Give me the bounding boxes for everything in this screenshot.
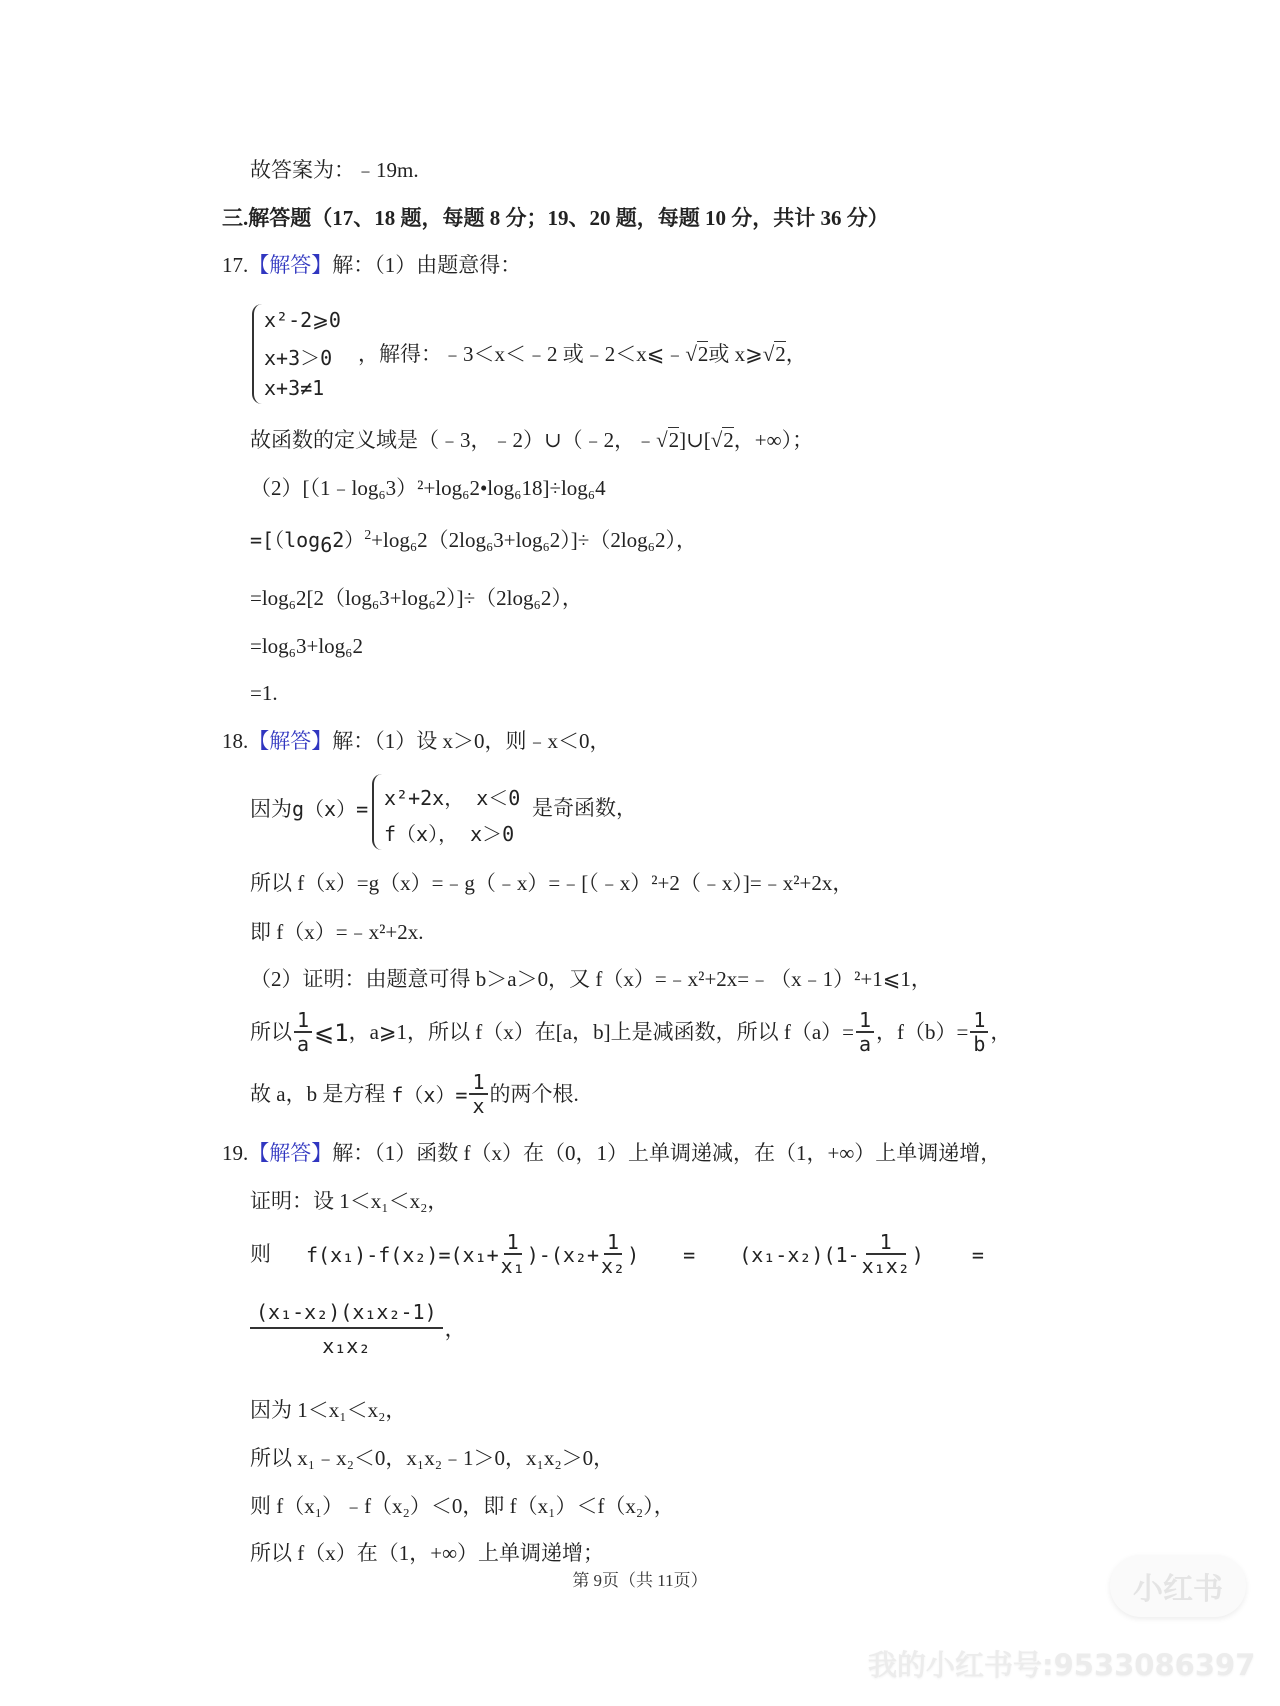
answer-tag: 【解答】 <box>248 253 333 277</box>
fraction-1-over-x1x2: $\frac{1}{\text{x₁x₂}}$ <box>861 1230 910 1278</box>
fraction-1-over-a: $\frac{1}{a}$ <box>856 1010 874 1055</box>
q17-part2-expression: （2）[（1﹣log₆3）²+log₆2•log₆18]÷log₆4 <box>250 476 606 500</box>
q18-odd-function: 是奇函数， <box>532 796 637 820</box>
fraction-1-over-x1: $\frac{1}{\text{x₁}}$ <box>500 1230 525 1278</box>
answer-tag: 【解答】 <box>248 1141 333 1165</box>
fraction-1-over-a: $\frac{1}{a}$ <box>294 1010 312 1055</box>
q17-step-4: =1. <box>250 681 278 705</box>
fraction-combined: $\frac{\text{(x₁-x₂)(x₁x₂-1)}}{\text{x₁x₂}}$ <box>250 1302 443 1357</box>
q18-header: 18.【解答】解：（1）设 x＞0，则﹣x＜0， <box>222 729 611 753</box>
q19-because: 因为 1＜x₁＜x₂， <box>250 1398 407 1422</box>
q17-solution: ，解得：﹣3＜x＜﹣2 或﹣2＜x⩽﹣√2或 x⩾√2， <box>358 342 807 366</box>
q17-condition-3: x+3≠1 <box>264 376 325 400</box>
q18-piece-1: x²+2x， x＜0 <box>384 786 521 810</box>
q17-condition-1: x²-2⩾0 <box>264 308 341 332</box>
q19-difference-expression: 则 f(x₁)-f(x₂)=(x₁+ $\frac{1}{\text{x₁}}$ )-(x₂+ $\frac{1}{\text{x₂}}$ ) = (x₁-x₂)(1- $\frac{1}{\text{x₁x₂}}$ ) = <box>250 1230 984 1278</box>
left-brace-icon <box>252 304 264 404</box>
q19-header: 19.【解答】解：（1）函数 f（x）在（0，1）上单调递减，在（1，+∞）上单调递增， <box>222 1141 1002 1165</box>
q17-step-2: =log₆2[2（log₆3+log₆2）]÷（2log₆2）， <box>250 586 583 610</box>
q18-line-6: 所以 $\frac{1}{a}$ ⩽1 ，a⩾1，所以 f（x）在[a，b]上是减函数，所以 f（a）= $\frac{1}{a}$ ，f（b）= $\frac{1}{b}$ ， <box>250 1008 1012 1056</box>
q19-signs: 所以 x₁﹣x₂＜0，x₁x₂﹣1＞0，x₁x₂＞0， <box>250 1446 615 1470</box>
q17-condition-2: x+3＞0 <box>264 346 333 370</box>
answer-tag: 【解答】 <box>248 729 333 753</box>
q17-step-3: =log₆3+log₆2 <box>250 634 363 658</box>
page-footer: 第 9页（共 11页） <box>572 1571 708 1590</box>
q19-proof-setup: 证明：设 1＜x₁＜x₂， <box>250 1189 449 1213</box>
previous-answer: 故答案为：﹣19m. <box>250 158 419 182</box>
q18-piece-2: f（x）， x＞0 <box>384 822 515 846</box>
xiaohongshu-logo-badge: 小红书 <box>1110 1555 1246 1617</box>
fraction-1-over-x: $\frac{1}{x}$ <box>469 1072 487 1117</box>
q18-line-7: 故 a，b 是方程 f（x）= $\frac{1}{x}$ 的两个根. <box>250 1070 579 1118</box>
q17-intro: 解：（1）由题意得： <box>332 253 522 277</box>
q17-number: 17. <box>222 253 249 277</box>
q18-line-4: 即 f（x）=﹣x²+2x. <box>250 920 424 944</box>
q18-line-3: 所以 f（x）=g（x）=﹣g（﹣x）=﹣[（﹣x）²+2（﹣x）]=﹣x²+2x， <box>250 871 854 895</box>
q18-because: 因为g（x）= <box>250 797 369 821</box>
q19-conclusion: 所以 f（x）在（1，+∞）上单调递增； <box>250 1541 605 1565</box>
q19-combined-fraction: $\frac{\text{(x₁-x₂)(x₁x₂-1)}}{\text{x₁x₂}}$ ， <box>248 1302 466 1357</box>
fraction-1-over-b: $\frac{1}{b}$ <box>970 1010 988 1055</box>
q18-line-5: （2）证明：由题意可得 b＞a＞0，又 f（x）=﹣x²+2x=﹣（x﹣1）²+1⩽1， <box>250 967 932 991</box>
q19-comparison: 则 f（x₁）﹣f（x₂）＜0，即 f（x₁）＜f（x₂）， <box>250 1494 675 1518</box>
fraction-1-over-x2: $\frac{1}{\text{x₂}}$ <box>601 1230 626 1278</box>
q17-header <box>222 255 521 276</box>
section-heading: 三.解答题（17、18 题，每题 8 分；19、20 题，每题 10 分，共计 36 分） <box>222 206 889 230</box>
left-brace-icon <box>372 774 384 850</box>
q17-domain: 故函数的定义域是（﹣3，﹣2）∪（﹣2，﹣√2]∪[√2，+∞）； <box>250 428 814 452</box>
watermark-account: 我的小红书号:9533086397 <box>868 1648 1256 1682</box>
q17-step-1: $=[(\log_62)^2+\log_62(2\log_63+\log_62)]\div(2\log_62)$， <box>250 527 697 558</box>
